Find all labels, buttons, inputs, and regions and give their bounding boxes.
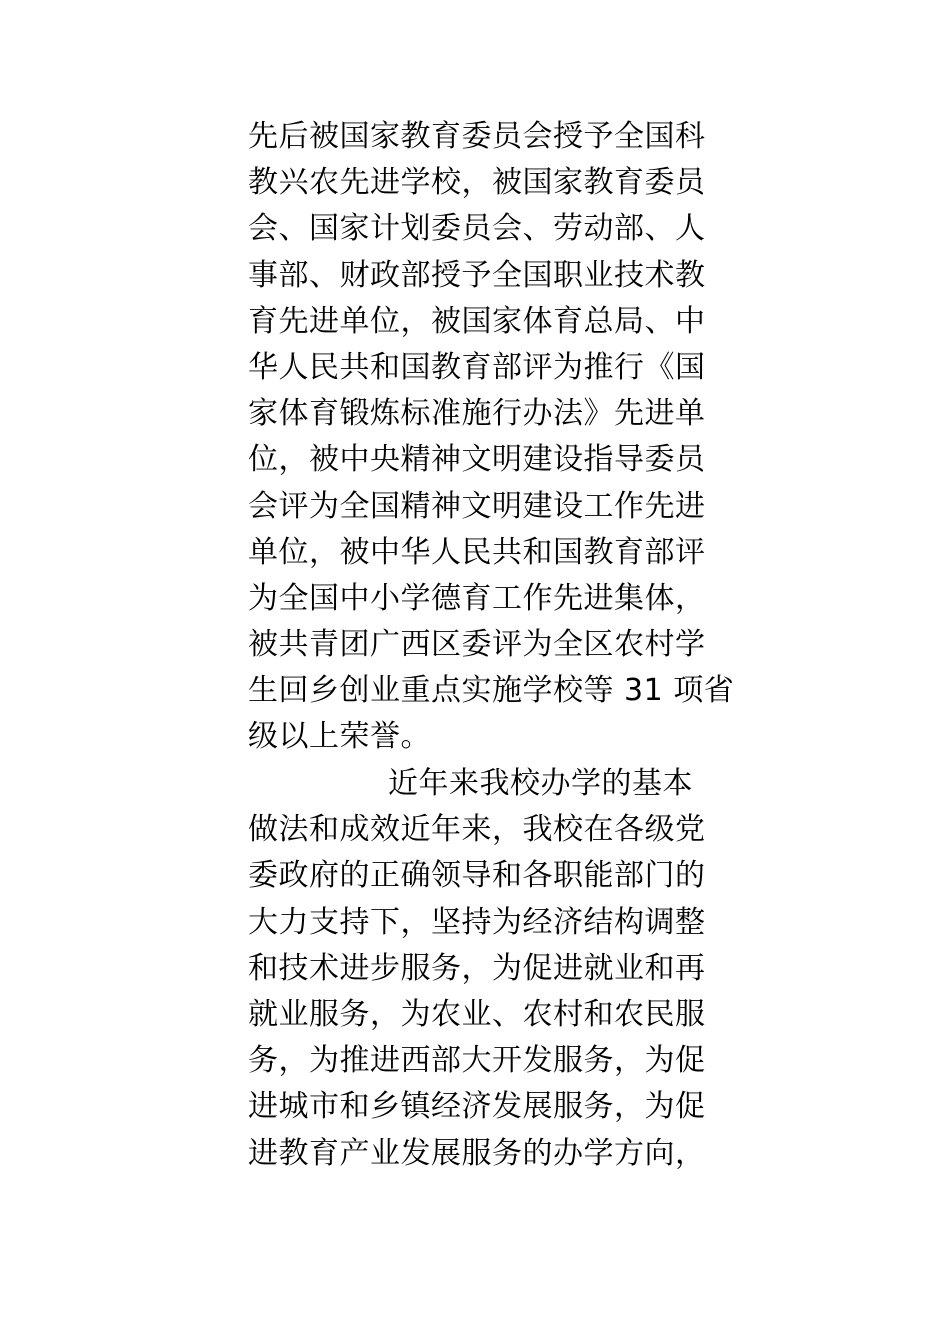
paragraph-practices: [248, 761, 718, 1177]
text-line: 会评为全国精神文明建设工作先进: [248, 488, 706, 524]
text-line: 育先进单位，被国家体育总局、中: [248, 303, 706, 339]
paragraph-first-line: 近年来我校办学的基本: [388, 766, 693, 801]
text-line: 进城市和乡镇经济发展服务，为促: [248, 1089, 706, 1125]
text-line: 生回乡创业重点实施学校等 31 项省: [248, 673, 735, 709]
text-line: 委政府的正确领导和各职能部门的: [248, 858, 706, 894]
text-line: 大力支持下，坚持为经济结构调整: [248, 904, 706, 940]
text-line: 教兴农先进学校，被国家教育委员: [248, 165, 706, 201]
text-line: 事部、财政部授予全国职业技术教: [248, 257, 706, 293]
text-line: 和技术进步服务，为促进就业和再: [248, 950, 706, 986]
text-line: 级以上荣誉。: [248, 719, 431, 755]
text-line: 为全国中小学德育工作先进集体，: [248, 580, 706, 616]
text-line: 家体育锻炼标准施行办法》先进单: [248, 396, 706, 432]
text-line: 做法和成效近年来，我校在各级党: [248, 812, 706, 848]
text-line: 位，被中央精神文明建设指导委员: [248, 442, 706, 478]
paragraph-honors: [248, 114, 735, 761]
text-line: 进教育产业发展服务的办学方向，: [248, 1135, 706, 1171]
text-line: 务，为推进西部大开发服务，为促: [248, 1043, 706, 1079]
text-line: 华人民共和国教育部评为推行《国: [248, 349, 706, 385]
text-line: 被共青团广西区委评为全区农村学: [248, 627, 706, 663]
text-line: 单位，被中华人民共和国教育部评: [248, 534, 706, 570]
text-line: 就业服务，为农业、农村和农民服: [248, 996, 706, 1032]
text-line: 先后被国家教育委员会授予全国科: [248, 119, 706, 154]
text-line: 会、国家计划委员会、劳动部、人: [248, 211, 706, 247]
